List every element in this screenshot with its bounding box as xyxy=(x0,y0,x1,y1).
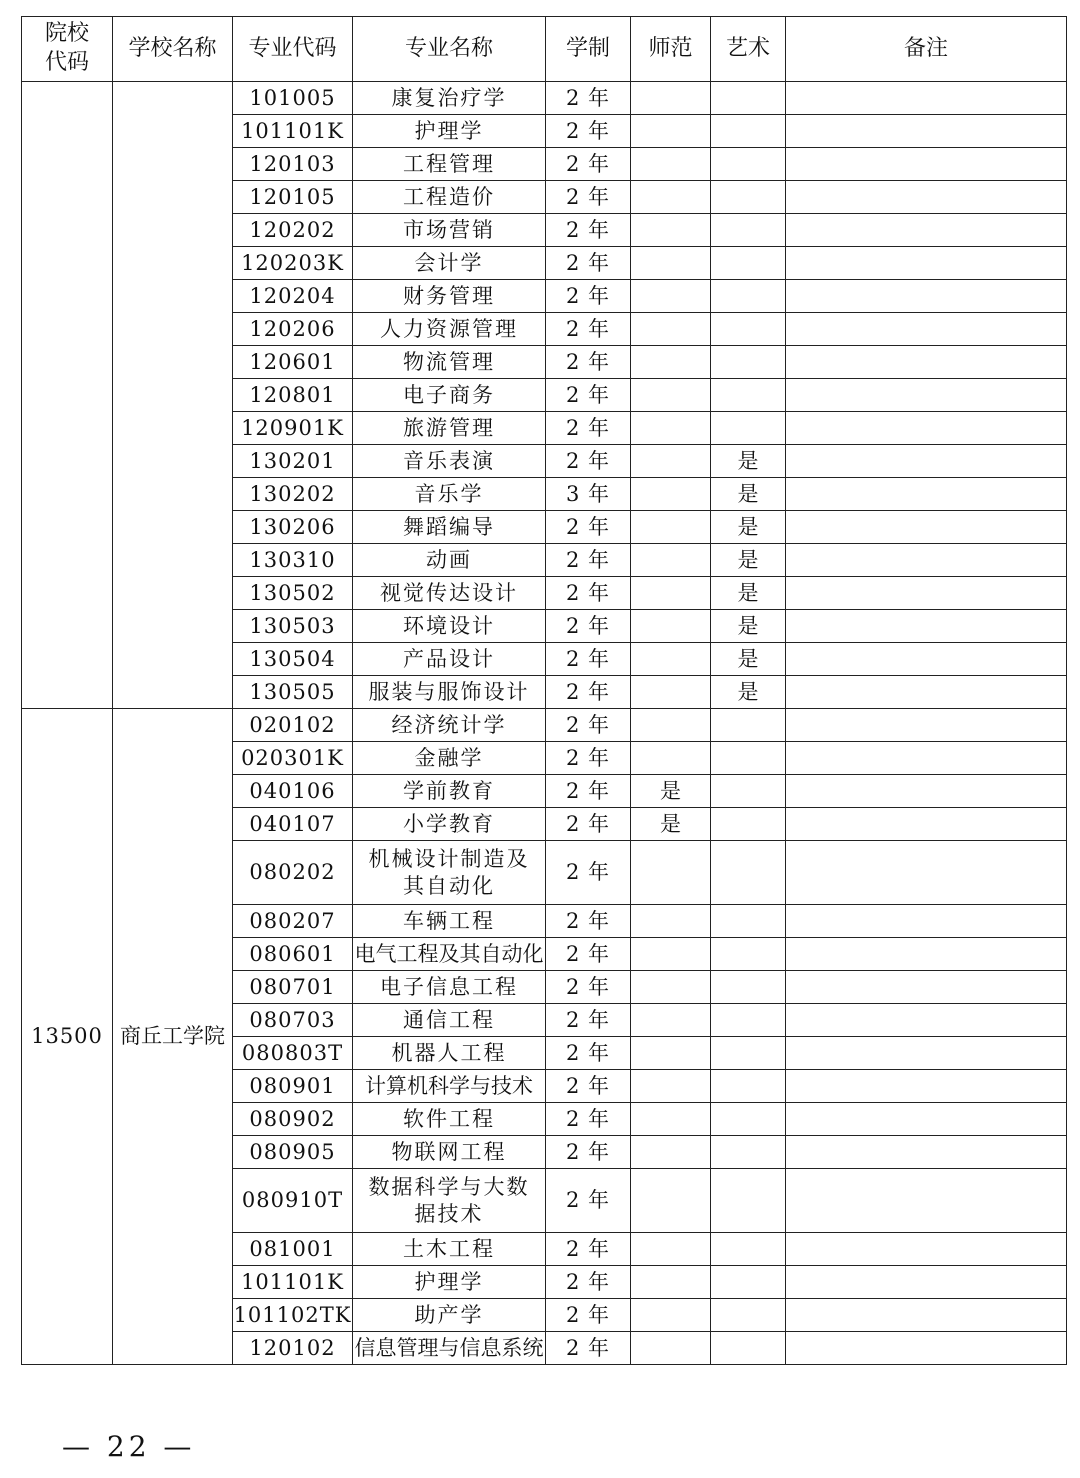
art-cell xyxy=(711,379,786,412)
major-code-cell: 080910T xyxy=(233,1169,353,1233)
normal-cell xyxy=(631,445,711,478)
remarks-cell xyxy=(786,938,1067,971)
major-name-cell: 小学教育 xyxy=(353,808,546,841)
art-cell xyxy=(711,1136,786,1169)
art-cell xyxy=(711,247,786,280)
school-name-cell xyxy=(113,82,233,709)
remarks-cell xyxy=(786,379,1067,412)
remarks-cell xyxy=(786,971,1067,1004)
remarks-cell xyxy=(786,511,1067,544)
major-code-cell: 130502 xyxy=(233,577,353,610)
duration-cell: 2 年 xyxy=(546,709,631,742)
major-name-cell: 经济统计学 xyxy=(353,709,546,742)
art-cell: 是 xyxy=(711,511,786,544)
major-code-cell: 080901 xyxy=(233,1070,353,1103)
header-art: 艺术 xyxy=(711,17,786,82)
art-cell xyxy=(711,115,786,148)
remarks-cell xyxy=(786,1103,1067,1136)
major-name-cell: 计算机科学与技术 xyxy=(353,1070,546,1103)
remarks-cell xyxy=(786,1004,1067,1037)
duration-cell: 2 年 xyxy=(546,379,631,412)
duration-cell: 2 年 xyxy=(546,511,631,544)
major-code-cell: 080601 xyxy=(233,938,353,971)
major-code-cell: 120206 xyxy=(233,313,353,346)
duration-cell: 2 年 xyxy=(546,214,631,247)
major-name-cell: 数据科学与大数 据技术 xyxy=(353,1169,546,1233)
duration-cell: 2 年 xyxy=(546,1233,631,1266)
duration-cell: 2 年 xyxy=(546,841,631,905)
major-code-cell: 080905 xyxy=(233,1136,353,1169)
major-name-cell: 音乐表演 xyxy=(353,445,546,478)
remarks-cell xyxy=(786,808,1067,841)
normal-cell xyxy=(631,938,711,971)
major-name-cell: 机械设计制造及 其自动化 xyxy=(353,841,546,905)
header-inst-code: 院校 代码 xyxy=(22,17,113,82)
major-name-cell: 土木工程 xyxy=(353,1233,546,1266)
normal-cell xyxy=(631,478,711,511)
remarks-cell xyxy=(786,82,1067,115)
art-cell: 是 xyxy=(711,676,786,709)
remarks-cell xyxy=(786,1233,1067,1266)
normal-cell xyxy=(631,610,711,643)
major-table xyxy=(21,16,1067,1365)
major-code-cell: 080703 xyxy=(233,1004,353,1037)
remarks-cell xyxy=(786,643,1067,676)
header-major-code: 专业代码 xyxy=(233,17,353,82)
remarks-cell xyxy=(786,577,1067,610)
normal-cell xyxy=(631,280,711,313)
remarks-cell xyxy=(786,1136,1067,1169)
normal-cell xyxy=(631,1070,711,1103)
major-name-cell: 通信工程 xyxy=(353,1004,546,1037)
normal-cell xyxy=(631,905,711,938)
major-code-cell: 120901K xyxy=(233,412,353,445)
major-name-cell: 物联网工程 xyxy=(353,1136,546,1169)
remarks-cell xyxy=(786,610,1067,643)
major-name-cell: 会计学 xyxy=(353,247,546,280)
major-code-cell: 040106 xyxy=(233,775,353,808)
duration-cell: 2 年 xyxy=(546,808,631,841)
duration-cell: 2 年 xyxy=(546,1299,631,1332)
art-cell xyxy=(711,280,786,313)
normal-cell xyxy=(631,247,711,280)
art-cell xyxy=(711,775,786,808)
art-cell: 是 xyxy=(711,610,786,643)
art-cell xyxy=(711,1332,786,1365)
art-cell xyxy=(711,1103,786,1136)
major-name-cell: 环境设计 xyxy=(353,610,546,643)
art-cell xyxy=(711,1233,786,1266)
major-name-cell: 金融学 xyxy=(353,742,546,775)
normal-cell xyxy=(631,148,711,181)
major-name-cell: 市场营销 xyxy=(353,214,546,247)
major-name-cell: 产品设计 xyxy=(353,643,546,676)
table-row xyxy=(22,709,1067,742)
major-code-cell: 080701 xyxy=(233,971,353,1004)
school-name-cell: 商丘工学院 xyxy=(113,709,233,1365)
remarks-cell xyxy=(786,841,1067,905)
remarks-cell xyxy=(786,115,1067,148)
major-code-cell: 130503 xyxy=(233,610,353,643)
art-cell xyxy=(711,148,786,181)
duration-cell: 2 年 xyxy=(546,1169,631,1233)
art-cell xyxy=(711,1266,786,1299)
table-body xyxy=(22,82,1067,1365)
duration-cell: 2 年 xyxy=(546,905,631,938)
duration-cell: 2 年 xyxy=(546,313,631,346)
major-code-cell: 130202 xyxy=(233,478,353,511)
duration-cell: 2 年 xyxy=(546,280,631,313)
major-code-cell: 120601 xyxy=(233,346,353,379)
major-code-cell: 080202 xyxy=(233,841,353,905)
remarks-cell xyxy=(786,1266,1067,1299)
normal-cell xyxy=(631,643,711,676)
normal-cell xyxy=(631,841,711,905)
major-name-cell: 动画 xyxy=(353,544,546,577)
remarks-cell xyxy=(786,676,1067,709)
normal-cell xyxy=(631,544,711,577)
remarks-cell xyxy=(786,742,1067,775)
major-name-cell: 人力资源管理 xyxy=(353,313,546,346)
major-name-cell: 电子商务 xyxy=(353,379,546,412)
normal-cell xyxy=(631,313,711,346)
normal-cell xyxy=(631,82,711,115)
duration-cell: 2 年 xyxy=(546,643,631,676)
major-code-cell: 130505 xyxy=(233,676,353,709)
normal-cell xyxy=(631,115,711,148)
duration-cell: 3 年 xyxy=(546,478,631,511)
major-name-cell: 机器人工程 xyxy=(353,1037,546,1070)
duration-cell: 2 年 xyxy=(546,938,631,971)
remarks-cell xyxy=(786,544,1067,577)
remarks-cell xyxy=(786,346,1067,379)
normal-cell xyxy=(631,346,711,379)
normal-cell xyxy=(631,181,711,214)
duration-cell: 2 年 xyxy=(546,971,631,1004)
header-normal: 师范 xyxy=(631,17,711,82)
normal-cell xyxy=(631,1299,711,1332)
art-cell xyxy=(711,1169,786,1233)
major-name-cell: 软件工程 xyxy=(353,1103,546,1136)
normal-cell: 是 xyxy=(631,808,711,841)
art-cell xyxy=(711,938,786,971)
art-cell xyxy=(711,971,786,1004)
normal-cell xyxy=(631,1136,711,1169)
major-code-cell: 120105 xyxy=(233,181,353,214)
major-name-cell: 护理学 xyxy=(353,115,546,148)
normal-cell: 是 xyxy=(631,775,711,808)
major-code-cell: 130206 xyxy=(233,511,353,544)
remarks-cell xyxy=(786,1169,1067,1233)
major-name-cell: 旅游管理 xyxy=(353,412,546,445)
duration-cell: 2 年 xyxy=(546,1004,631,1037)
remarks-cell xyxy=(786,313,1067,346)
art-cell: 是 xyxy=(711,577,786,610)
major-code-cell: 120204 xyxy=(233,280,353,313)
art-cell xyxy=(711,214,786,247)
duration-cell: 2 年 xyxy=(546,544,631,577)
normal-cell xyxy=(631,1233,711,1266)
remarks-cell xyxy=(786,1332,1067,1365)
major-name-cell: 学前教育 xyxy=(353,775,546,808)
art-cell xyxy=(711,1004,786,1037)
major-name-cell: 财务管理 xyxy=(353,280,546,313)
major-name-cell: 康复治疗学 xyxy=(353,82,546,115)
remarks-cell xyxy=(786,1299,1067,1332)
duration-cell: 2 年 xyxy=(546,82,631,115)
major-code-cell: 101102TK xyxy=(233,1299,353,1332)
art-cell xyxy=(711,412,786,445)
remarks-cell xyxy=(786,280,1067,313)
normal-cell xyxy=(631,577,711,610)
duration-cell: 2 年 xyxy=(546,1332,631,1365)
major-code-cell: 101101K xyxy=(233,115,353,148)
major-name-cell: 工程管理 xyxy=(353,148,546,181)
art-cell xyxy=(711,709,786,742)
major-name-cell: 护理学 xyxy=(353,1266,546,1299)
duration-cell: 2 年 xyxy=(546,1136,631,1169)
remarks-cell xyxy=(786,709,1067,742)
inst-code-cell xyxy=(22,82,113,709)
remarks-cell xyxy=(786,905,1067,938)
normal-cell xyxy=(631,379,711,412)
duration-cell: 2 年 xyxy=(546,1037,631,1070)
remarks-cell xyxy=(786,478,1067,511)
remarks-cell xyxy=(786,1037,1067,1070)
normal-cell xyxy=(631,742,711,775)
normal-cell xyxy=(631,676,711,709)
art-cell xyxy=(711,1070,786,1103)
duration-cell: 2 年 xyxy=(546,775,631,808)
remarks-cell xyxy=(786,247,1067,280)
normal-cell xyxy=(631,214,711,247)
normal-cell xyxy=(631,1103,711,1136)
normal-cell xyxy=(631,511,711,544)
major-code-cell: 120203K xyxy=(233,247,353,280)
major-name-cell: 助产学 xyxy=(353,1299,546,1332)
duration-cell: 2 年 xyxy=(546,610,631,643)
header-major-name: 专业名称 xyxy=(353,17,546,82)
art-cell: 是 xyxy=(711,544,786,577)
art-cell xyxy=(711,1037,786,1070)
inst-code-cell: 13500 xyxy=(22,709,113,1365)
art-cell xyxy=(711,313,786,346)
duration-cell: 2 年 xyxy=(546,577,631,610)
duration-cell: 2 年 xyxy=(546,676,631,709)
duration-cell: 2 年 xyxy=(546,1103,631,1136)
duration-cell: 2 年 xyxy=(546,247,631,280)
remarks-cell xyxy=(786,214,1067,247)
major-name-cell: 电气工程及其自动化 xyxy=(353,938,546,971)
major-code-cell: 120202 xyxy=(233,214,353,247)
page-number: — 22 — xyxy=(62,1430,196,1463)
major-code-cell: 130201 xyxy=(233,445,353,478)
major-code-cell: 120103 xyxy=(233,148,353,181)
remarks-cell xyxy=(786,1070,1067,1103)
major-code-cell: 080803T xyxy=(233,1037,353,1070)
normal-cell xyxy=(631,1266,711,1299)
remarks-cell xyxy=(786,412,1067,445)
duration-cell: 2 年 xyxy=(546,742,631,775)
header-duration: 学制 xyxy=(546,17,631,82)
major-name-cell: 视觉传达设计 xyxy=(353,577,546,610)
major-code-cell: 120102 xyxy=(233,1332,353,1365)
art-cell xyxy=(711,181,786,214)
major-name-cell: 车辆工程 xyxy=(353,905,546,938)
major-code-cell: 040107 xyxy=(233,808,353,841)
major-name-cell: 电子信息工程 xyxy=(353,971,546,1004)
major-name-cell: 信息管理与信息系统 xyxy=(353,1332,546,1365)
major-code-cell: 101101K xyxy=(233,1266,353,1299)
major-code-cell: 020102 xyxy=(233,709,353,742)
remarks-cell xyxy=(786,775,1067,808)
normal-cell xyxy=(631,1004,711,1037)
table-row xyxy=(22,82,1067,115)
art-cell xyxy=(711,808,786,841)
major-name-cell: 工程造价 xyxy=(353,181,546,214)
major-name-cell: 音乐学 xyxy=(353,478,546,511)
major-code-cell: 080207 xyxy=(233,905,353,938)
remarks-cell xyxy=(786,148,1067,181)
duration-cell: 2 年 xyxy=(546,445,631,478)
header-row xyxy=(22,17,1067,82)
duration-cell: 2 年 xyxy=(546,1266,631,1299)
major-name-cell: 物流管理 xyxy=(353,346,546,379)
art-cell xyxy=(711,346,786,379)
header-remarks: 备注 xyxy=(786,17,1067,82)
art-cell: 是 xyxy=(711,643,786,676)
remarks-cell xyxy=(786,181,1067,214)
major-code-cell: 081001 xyxy=(233,1233,353,1266)
major-code-cell: 120801 xyxy=(233,379,353,412)
duration-cell: 2 年 xyxy=(546,412,631,445)
remarks-cell xyxy=(786,445,1067,478)
major-name-cell: 服装与服饰设计 xyxy=(353,676,546,709)
normal-cell xyxy=(631,971,711,1004)
art-cell xyxy=(711,905,786,938)
major-name-cell: 舞蹈编导 xyxy=(353,511,546,544)
major-code-cell: 020301K xyxy=(233,742,353,775)
art-cell xyxy=(711,841,786,905)
major-code-cell: 130310 xyxy=(233,544,353,577)
duration-cell: 2 年 xyxy=(546,148,631,181)
art-cell: 是 xyxy=(711,478,786,511)
duration-cell: 2 年 xyxy=(546,346,631,379)
art-cell xyxy=(711,82,786,115)
art-cell xyxy=(711,1299,786,1332)
normal-cell xyxy=(631,1037,711,1070)
normal-cell xyxy=(631,1169,711,1233)
duration-cell: 2 年 xyxy=(546,115,631,148)
art-cell: 是 xyxy=(711,445,786,478)
normal-cell xyxy=(631,1332,711,1365)
duration-cell: 2 年 xyxy=(546,1070,631,1103)
normal-cell xyxy=(631,412,711,445)
major-code-cell: 080902 xyxy=(233,1103,353,1136)
normal-cell xyxy=(631,709,711,742)
duration-cell: 2 年 xyxy=(546,181,631,214)
header-school-name: 学校名称 xyxy=(113,17,233,82)
major-code-cell: 101005 xyxy=(233,82,353,115)
art-cell xyxy=(711,742,786,775)
major-code-cell: 130504 xyxy=(233,643,353,676)
